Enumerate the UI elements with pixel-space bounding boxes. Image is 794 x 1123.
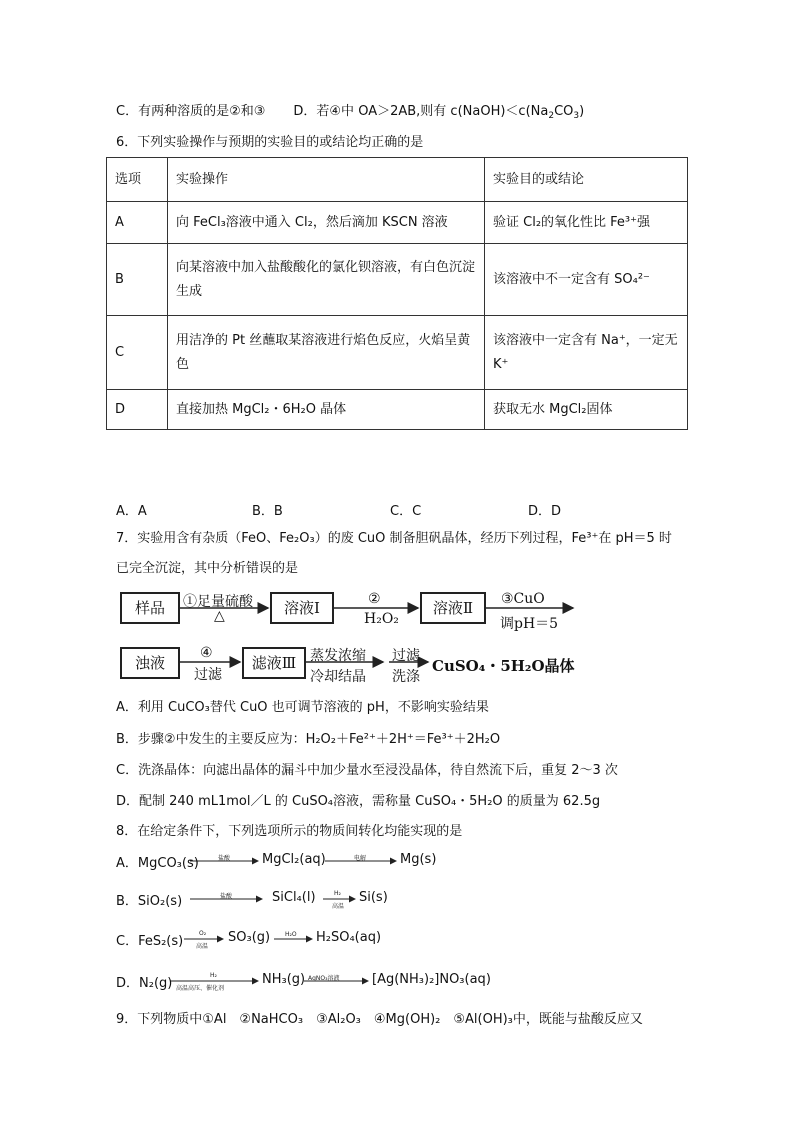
flow-box-sample: 样品 (120, 592, 180, 624)
flow-step2-label: ② (368, 591, 381, 607)
q8a-condition-2: 电解 (354, 855, 367, 862)
q8a-condition-1: 盐酸 (218, 855, 231, 862)
q8d-condition-1b: 高温高压、催化剂 (176, 985, 225, 992)
table-row (107, 202, 688, 244)
q7-option-b: B．步骤②中发生的主要反应为：H₂O₂＋Fe²⁺＋2H⁺＝Fe³⁺＋2H₂O (116, 732, 501, 747)
q6-choice-d: D．D (528, 504, 562, 519)
q8b-product: Si(s) (359, 890, 388, 905)
q8a-reactant: A．MgCO₃(s) (116, 856, 199, 871)
flow-product: CuSO₄・5H₂O晶体 (432, 657, 575, 675)
flow-step6-op: 洗涤 (392, 669, 420, 685)
row-option: C (107, 316, 168, 390)
row-option: B (107, 244, 168, 316)
flow-step6-label: 过滤 (392, 648, 420, 664)
q8c-intermediate: SO₃(g) (228, 930, 271, 945)
q8d-condition-1a: H₂ (210, 972, 217, 979)
q6-choice-a: A．A (116, 504, 147, 519)
row-operation: 直接加热 MgCl₂・6H₂O 晶体 (168, 390, 485, 430)
q8a-intermediate: MgCl₂(aq) (262, 852, 326, 867)
row-option: D (107, 390, 168, 430)
q6-choice-b: B．B (252, 504, 283, 519)
flow-step3-condition: 调pH＝5 (500, 616, 559, 632)
q6-choice-c: C．C (390, 504, 422, 519)
flow-box-filtrate3: 滤液Ⅲ (242, 647, 306, 679)
q8-stem: 8．在给定条件下，下列选项所示的物质间转化均能实现的是 (116, 824, 463, 839)
header-option: 选项 (107, 158, 168, 202)
q8b-intermediate: SiCl₄(l) (272, 890, 316, 905)
row-conclusion: 获取无水 MgCl₂固体 (485, 390, 688, 430)
table-row (107, 316, 688, 390)
q8b-condition-2b: 高温 (332, 903, 345, 910)
q8c-condition-1a: O₂ (199, 930, 207, 937)
table-header-row (107, 158, 688, 202)
q8c-reactant: C．FeS₂(s) (116, 934, 184, 949)
q7-stem-line1: 7．实验用含有杂质（FeO、Fe₂O₃）的废 CuO 制备胆矾晶体，经历下列过程，Fe³⁺在 pH＝5 时 (116, 531, 672, 546)
q8b-condition-1: 盐酸 (220, 893, 233, 900)
table-row (107, 390, 688, 430)
flow-step3-label: ③CuO (501, 591, 545, 607)
flow-step4-op: 过滤 (194, 667, 222, 683)
q7-option-c: C．洗涤晶体：向滤出晶体的漏斗中加少量水至浸没晶体，待自然流下后，重复 2～3 次 (116, 763, 618, 778)
row-conclusion: 验证 Cl₂的氧化性比 Fe³⁺强 (485, 202, 688, 244)
q8c-product: H₂SO₄(aq) (316, 930, 382, 945)
q6-stem: 6．下列实验操作与预期的实验目的或结论均正确的是 (116, 135, 424, 150)
flow-step1-condition: △ (214, 608, 225, 624)
q8a-product: Mg(s) (400, 852, 437, 867)
row-operation: 向某溶液中加入盐酸酸化的氯化钡溶液，有白色沉淀生成 (168, 244, 485, 316)
q7-option-d: D．配制 240 mL1mol／L 的 CuSO₄溶液，需称量 CuSO₄・5H₂O 的质量为 62.5g (116, 794, 601, 809)
flow-box-solution1: 溶液Ⅰ (270, 592, 334, 624)
flow-step4-label: ④ (200, 645, 213, 661)
q8c-condition-1b: 高温 (196, 943, 209, 950)
q8d-product: [Ag(NH₃)₂]NO₃(aq) (372, 972, 491, 987)
q7-stem-line2: 已完全沉淀，其中分析错误的是 (116, 561, 299, 576)
table-row (107, 244, 688, 316)
q8d-condition-2: AgNO₃溶液 (308, 975, 340, 982)
q8c-condition-2: H₂O (285, 931, 297, 938)
flow-step1-label: ①足量硫酸 (183, 594, 253, 610)
flow-box-turbid: 浊液 (120, 647, 180, 679)
flow-step2-reagent: H₂O₂ (364, 611, 399, 627)
header-operation: 实验操作 (168, 158, 485, 202)
q8d-intermediate: NH₃(g) (262, 972, 306, 987)
row-conclusion: 该溶液中一定含有 Na⁺，一定无 K⁺ (485, 316, 688, 390)
header-conclusion: 实验目的或结论 (485, 158, 688, 202)
q9-stem: 9．下列物质中①Al ②NaHCO₃ ③Al₂O₃ ④Mg(OH)₂ ⑤Al(OH)₃中，既能与盐酸反应又 (116, 1012, 643, 1027)
row-operation: 向 FeCl₃溶液中通入 Cl₂，然后滴加 KSCN 溶液 (168, 202, 485, 244)
q5-option-d: D．若④中 OA＞2AB,则有 $c(NaOH)<c(Na_2CO_3)$ (293, 104, 585, 121)
row-conclusion: 该溶液中不一定含有 SO₄²⁻ (485, 244, 688, 316)
q7-option-a: A．利用 CuCO₃替代 CuO 也可调节溶液的 pH，不影响实验结果 (116, 700, 489, 715)
row-operation: 用洁净的 Pt 丝蘸取某溶液进行焰色反应，火焰呈黄色 (168, 316, 485, 390)
q5-options-line (116, 103, 584, 125)
q8d-reactant: D．N₂(g) (116, 976, 173, 991)
row-option: A (107, 202, 168, 244)
q5-option-c: C．有两种溶质的是②和③ (116, 104, 266, 119)
flow-step5-label: 蒸发浓缩 (310, 648, 366, 664)
flow-step5-op: 冷却结晶 (310, 669, 366, 685)
q8b-condition-2a: H₂ (334, 890, 341, 897)
flow-box-solution2: 溶液Ⅱ (420, 592, 486, 624)
q8b-reactant: B．SiO₂(s) (116, 894, 183, 909)
q6-table (106, 157, 688, 430)
